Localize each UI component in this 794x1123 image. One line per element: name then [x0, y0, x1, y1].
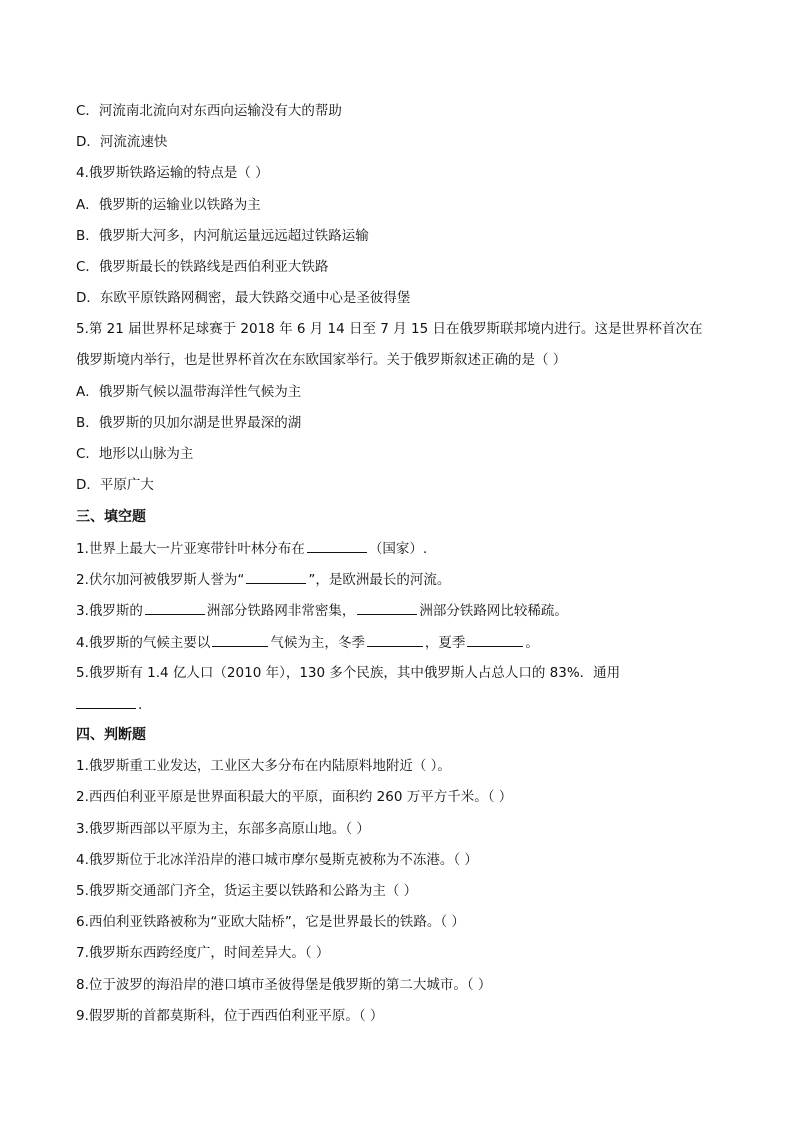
fill-q4-after: 。 — [525, 635, 539, 651]
q4-stem: 4.俄罗斯铁路运输的特点是（ ） — [76, 165, 269, 181]
q5-stem-line1: 5.第 21 届世界杯足球赛于 2018 年 6 月 14 日至 7 月 15 日在俄罗斯联邦境内进行。这是世界杯首次在 — [76, 321, 703, 337]
fill-q4-blank-2[interactable] — [367, 632, 423, 647]
q5-stem-line2: 俄罗斯境内举行，也是世界杯首次在东欧国家举行。关于俄罗斯叙述正确的是（ ） — [76, 352, 567, 368]
fill-q4-middle2: ，夏季 — [424, 635, 466, 651]
judge-item-9: 9.假罗斯的首都莫斯科，位于西西伯利亚平原。（ ） — [76, 1008, 384, 1024]
fill-q4-before: 4.俄罗斯的气候主要以 — [76, 635, 211, 651]
q5-option-a: A．俄罗斯气候以温带海洋性气候为主 — [76, 384, 302, 400]
q4-option-d: D．东欧平原铁路网稠密，最大铁路交通中心是圣彼得堡 — [76, 290, 411, 306]
fill-q2-before: 2.伏尔加河被俄罗斯人誉为“ — [76, 572, 245, 588]
fill-q4 — [76, 632, 736, 653]
fill-q5-line1: 5.俄罗斯有 1.4 亿人口（2010 年），130 多个民族，其中俄罗斯人占总人口的 83%．通用 — [76, 665, 621, 681]
judge-item-4: 4.俄罗斯位于北冰洋沿岸的港口城市摩尔曼斯克被称为不冻港。（ ） — [76, 852, 478, 868]
q4-option-b: B．俄罗斯大河多，内河航运量远远超过铁路运输 — [76, 228, 369, 244]
q4-option-a: A．俄罗斯的运输业以铁路为主 — [76, 197, 261, 213]
fill-q3 — [76, 600, 736, 621]
judge-item-6: 6.西伯利亚铁路被称为“亚欧大陆桥”，它是世界最长的铁路。（ ） — [76, 914, 465, 930]
fill-q3-middle: 洲部分铁路网非常密集， — [206, 603, 356, 619]
q5-option-c: C．地形以山脉为主 — [76, 446, 194, 462]
fill-q4-middle1: 气候为主，冬季 — [270, 635, 365, 651]
section3-heading: 三、填空题 — [76, 509, 146, 525]
q5-option-d: D．平原广大 — [76, 477, 154, 493]
judge-item-7: 7.俄罗斯东西跨经度广，时间差异大。（ ） — [76, 945, 330, 961]
fill-q5-line2 — [76, 694, 736, 715]
judge-item-8: 8.位于波罗的海沿岸的港口填市圣彼得堡是俄罗斯的第二大城市。（ ） — [76, 977, 492, 993]
fill-q4-blank-3[interactable] — [467, 632, 523, 647]
fill-q3-after: 洲部分铁路网比较稀疏。 — [419, 603, 568, 619]
fill-q3-before: 3.俄罗斯的 — [76, 603, 143, 619]
fill-q3-blank-1[interactable] — [145, 600, 205, 615]
fill-q1-blank[interactable] — [307, 538, 367, 553]
judge-item-5: 5.俄罗斯交通部门齐全，货运主要以铁路和公路为主（ ） — [76, 883, 418, 899]
judge-item-1: 1.俄罗斯重工业发达，工业区大多分布在内陆原料地附近（ ）。 — [76, 758, 451, 774]
judge-item-2: 2.西西伯利亚平原是世界面积最大的平原，面积约 260 万平方千米。（ ） — [76, 789, 513, 805]
q3-option-d: D．河流流速快 — [76, 134, 168, 150]
fill-q4-blank-1[interactable] — [212, 632, 268, 647]
fill-q2 — [76, 569, 736, 590]
fill-q5-after: . — [138, 697, 143, 713]
fill-q3-blank-2[interactable] — [357, 600, 417, 615]
fill-q1-after: （国家）. — [368, 541, 428, 557]
q5-option-b: B．俄罗斯的贝加尔湖是世界最深的湖 — [76, 415, 302, 431]
q3-option-c: C．河流南北流向对东西向运输没有大的帮助 — [76, 103, 342, 119]
fill-q2-after: ”，是欧洲最长的河流。 — [308, 572, 451, 588]
fill-q5-blank[interactable] — [76, 694, 136, 709]
q4-option-c: C．俄罗斯最长的铁路线是西伯利亚大铁路 — [76, 259, 329, 275]
fill-q1 — [76, 538, 736, 559]
fill-q1-before: 1.世界上最大一片亚寒带针叶林分布在 — [76, 541, 305, 557]
section4-heading: 四、判断题 — [76, 727, 146, 743]
fill-q2-blank[interactable] — [246, 569, 306, 584]
judge-item-3: 3.俄罗斯西部以平原为主，东部多高原山地。（ ） — [76, 821, 370, 837]
